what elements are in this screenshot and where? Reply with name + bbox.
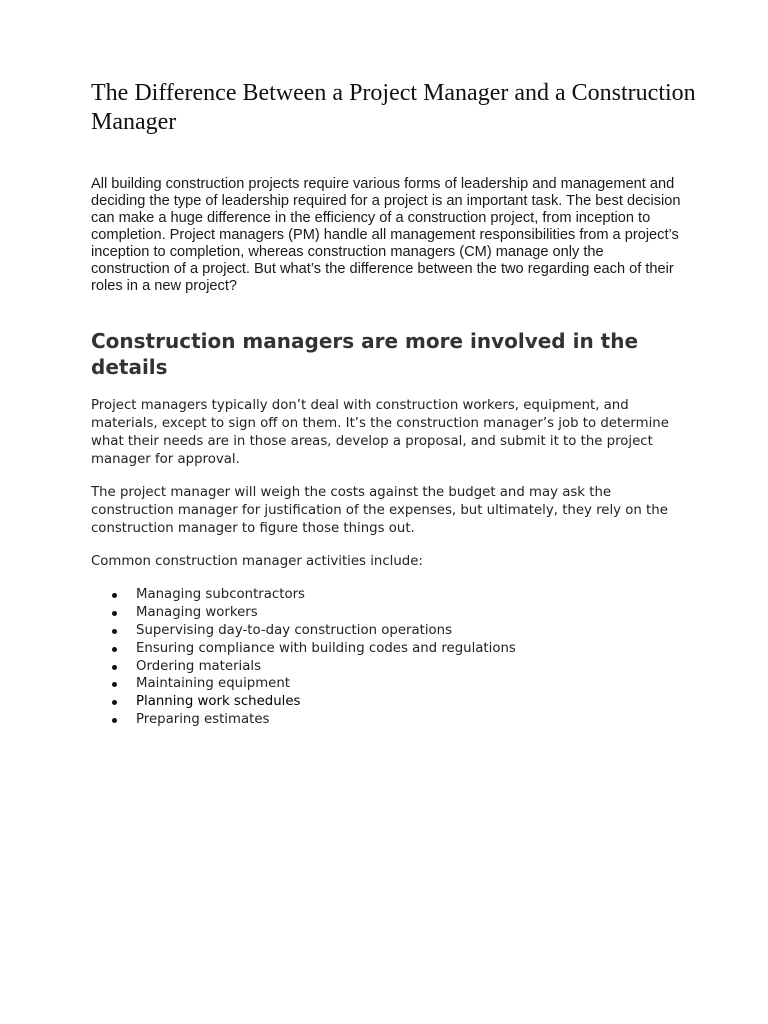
- list-item: [91, 693, 651, 711]
- list-item-text: Ensuring compliance with building codes and regulations: [136, 640, 516, 656]
- activities-list: [91, 586, 651, 729]
- list-item: [91, 658, 651, 676]
- bullet-icon: [112, 682, 117, 687]
- list-item: [91, 640, 651, 658]
- bullet-icon: [112, 593, 117, 598]
- list-item-text: Maintaining equipment: [136, 676, 290, 692]
- body-paragraph: The project manager will weigh the costs against the budget and may ask the construction manager for justification of the expenses, but ultimately, they rely on the construction manager to figure those things out.: [91, 485, 668, 536]
- bullet-icon: [112, 665, 117, 670]
- list-item: [91, 711, 651, 729]
- body-paragraph: Project managers typically don’t deal with construction workers, equipment, and materials, except to sign off on them. It’s the construction manager’s job to determine what their needs are in those areas, develop a proposal, and submit it to the project manager for approval.: [91, 398, 669, 467]
- list-item-text: Managing workers: [136, 604, 258, 620]
- body-paragraph: Common construction manager activities include:: [91, 554, 423, 569]
- bullet-icon: [112, 611, 117, 616]
- list-item-text: Preparing estimates: [136, 712, 270, 728]
- list-item: [91, 586, 651, 604]
- list-item-text: Managing subcontractors: [136, 587, 305, 602]
- bullet-icon: [112, 700, 117, 705]
- bullet-icon: [112, 647, 117, 652]
- list-item: [91, 622, 651, 640]
- intro-paragraph: All building construction projects require various forms of leadership and management and deciding the type of leadership required for a project is an important task. The best decision can make a huge difference in the efficiency of a construction project, from inception to completion. Project managers (PM) handle all management responsibilities from a project’s inception to completion, whereas construction managers (CM) manage only the construction of a project. But what’s the difference between the two regarding each of their roles in a new project?: [91, 176, 681, 294]
- bullet-icon: [112, 718, 117, 723]
- list-item: [91, 675, 651, 693]
- section-heading: Construction managers are more involved in the details: [91, 329, 639, 379]
- list-item-text: Supervising day-to-day construction operations: [136, 622, 453, 638]
- bullet-icon: [112, 629, 117, 634]
- document-title: The Difference Between a Project Manager and a Construction Manager: [91, 80, 696, 135]
- list-item: [91, 604, 651, 622]
- list-item-text: Ordering materials: [136, 658, 262, 674]
- list-item-text: Planning work schedules: [136, 694, 301, 710]
